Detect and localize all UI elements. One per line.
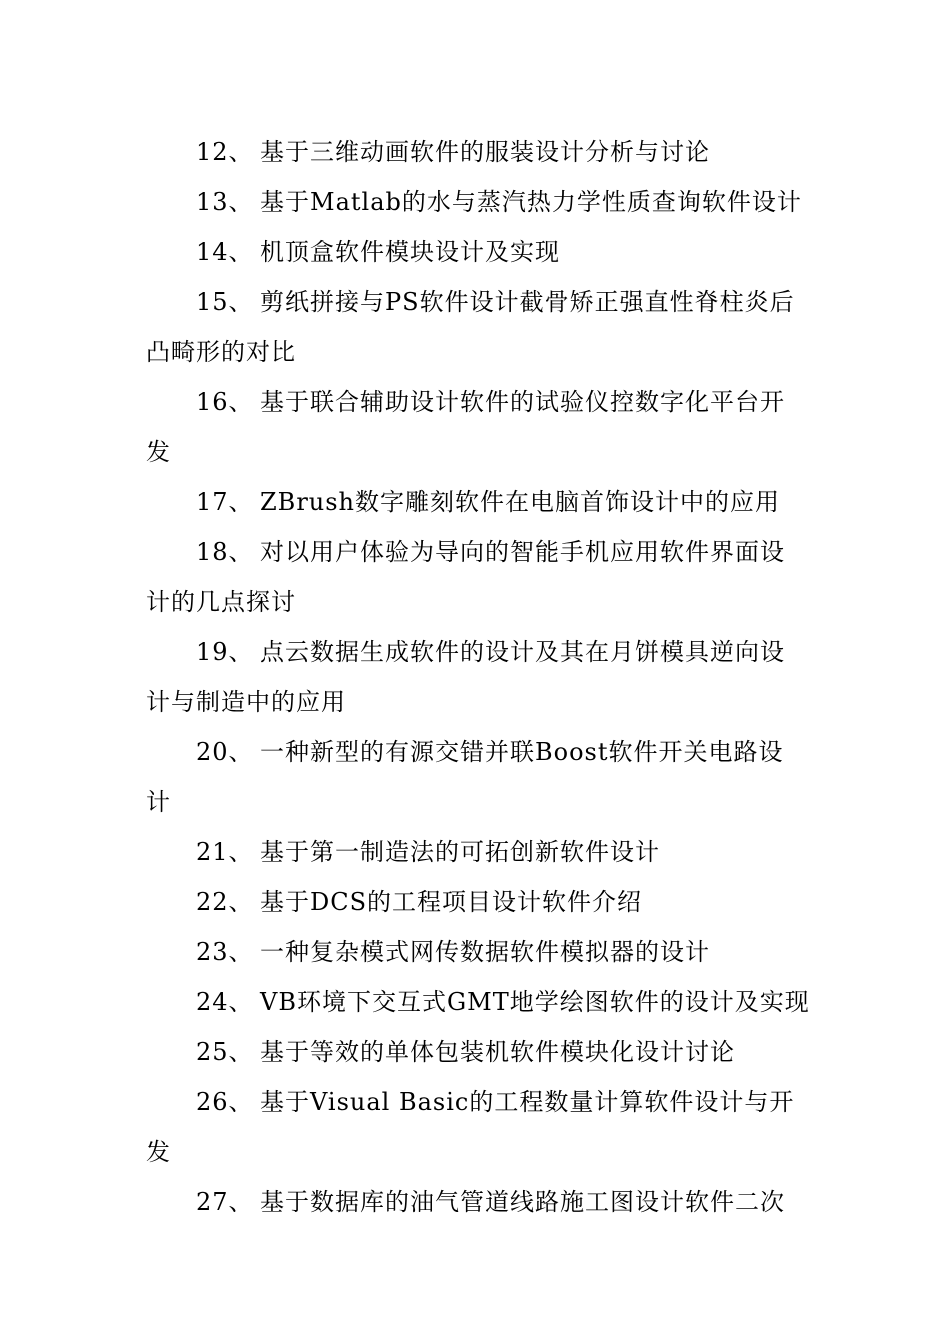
- list-item: [0, 977, 950, 1027]
- item-number: 26、: [196, 1088, 254, 1116]
- item-first-line: [0, 477, 950, 527]
- item-first-line: [0, 827, 950, 877]
- item-number: 22、: [196, 888, 254, 916]
- item-number: 20、: [196, 738, 254, 766]
- list-item: [0, 727, 950, 827]
- list-item: [0, 127, 950, 177]
- list-item: [0, 227, 950, 277]
- item-text: 基于三维动画软件的服装设计分析与讨论: [260, 138, 710, 166]
- item-first-line: [0, 127, 950, 177]
- item-number: 13、: [196, 188, 254, 216]
- item-continuation-line: 计的几点探讨: [146, 588, 296, 616]
- item-first-line: [0, 177, 950, 227]
- item-number: 27、: [196, 1188, 254, 1216]
- item-continuation-line: 发: [146, 438, 171, 466]
- item-first-line: [0, 1077, 950, 1127]
- item-text: 机顶盒软件模块设计及实现: [260, 238, 560, 266]
- list-item: [0, 927, 950, 977]
- item-first-line: [0, 1027, 950, 1077]
- item-first-line: [0, 927, 950, 977]
- item-text: ZBrush数字雕刻软件在电脑首饰设计中的应用: [260, 488, 781, 516]
- item-first-line: [0, 377, 950, 427]
- item-number: 21、: [196, 838, 254, 866]
- item-first-line: [0, 727, 950, 777]
- item-text: 基于DCS的工程项目设计软件介绍: [260, 888, 643, 916]
- item-text: 剪纸拼接与PS软件设计截骨矫正强直性脊柱炎后: [260, 288, 795, 316]
- item-number: 24、: [196, 988, 254, 1016]
- item-continuation-line: 发: [146, 1138, 171, 1166]
- item-number: 15、: [196, 288, 254, 316]
- item-first-line: [0, 527, 950, 577]
- item-number: 12、: [196, 138, 254, 166]
- item-text: 基于Visual Basic的工程数量计算软件设计与开: [260, 1088, 795, 1116]
- item-text: 基于第一制造法的可拓创新软件设计: [260, 838, 660, 866]
- item-number: 16、: [196, 388, 254, 416]
- item-text: 基于Matlab的水与蒸汽热力学性质查询软件设计: [260, 188, 802, 216]
- item-first-line: [0, 977, 950, 1027]
- list-item: [0, 627, 950, 727]
- item-first-line: [0, 277, 950, 327]
- list-item: [0, 277, 950, 377]
- item-number: 14、: [196, 238, 254, 266]
- item-text: 一种新型的有源交错并联Boost软件开关电路设: [260, 738, 784, 766]
- list-item: [0, 1027, 950, 1077]
- item-text: 点云数据生成软件的设计及其在月饼模具逆向设: [260, 638, 785, 666]
- list-item: [0, 377, 950, 477]
- item-number: 25、: [196, 1038, 254, 1066]
- list-item: [0, 1177, 950, 1227]
- list-item: [0, 827, 950, 877]
- list-item: [0, 1077, 950, 1177]
- item-text: VB环境下交互式GMT地学绘图软件的设计及实现: [260, 988, 810, 1016]
- list-item: [0, 527, 950, 627]
- item-first-line: [0, 227, 950, 277]
- item-number: 17、: [196, 488, 254, 516]
- item-text: 一种复杂模式网传数据软件模拟器的设计: [260, 938, 710, 966]
- item-first-line: [0, 1177, 950, 1227]
- reference-list: [0, 127, 950, 1227]
- list-item: [0, 477, 950, 527]
- item-continuation-line: 计: [146, 788, 171, 816]
- item-text: 基于联合辅助设计软件的试验仪控数字化平台开: [260, 388, 785, 416]
- item-number: 19、: [196, 638, 254, 666]
- list-item: [0, 877, 950, 927]
- item-continuation-line: 凸畸形的对比: [146, 338, 296, 366]
- item-first-line: [0, 627, 950, 677]
- item-first-line: [0, 877, 950, 927]
- item-text: 基于数据库的油气管道线路施工图设计软件二次: [260, 1188, 785, 1216]
- list-item: [0, 177, 950, 227]
- item-continuation-line: 计与制造中的应用: [146, 688, 346, 716]
- item-number: 23、: [196, 938, 254, 966]
- item-text: 对以用户体验为导向的智能手机应用软件界面设: [260, 538, 785, 566]
- item-number: 18、: [196, 538, 254, 566]
- item-text: 基于等效的单体包装机软件模块化设计讨论: [260, 1038, 735, 1066]
